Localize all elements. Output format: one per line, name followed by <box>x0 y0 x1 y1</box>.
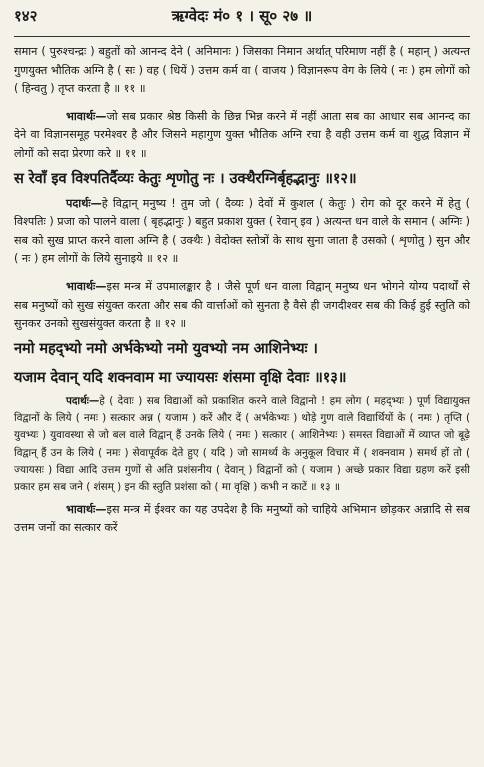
bhavartha-label: भावार्थः— <box>66 279 107 293</box>
bhavartha-label: भावार्थः— <box>66 109 107 123</box>
word-meaning-continued: समान ( पुरुश्चन्द्रः ) बहुतों को आनन्द देने ( अनिमानः ) जिसका निमान अर्थात् परिमाण नहीं है ( महान् ) अत्यन्त गुणयुक्त भौतिक अग्नि है ( सः ) वह ( धियें ) उत्तम कर्म वा ( वाजय ) विज्ञानरूप वेग के लिये ( नः ) हम लोगों को ( हिन्वतु ) तृप्त करता है ॥ ११ ॥ <box>14 45 470 96</box>
bhavartha-11 <box>14 108 470 164</box>
padartha-label: पदार्थः— <box>66 394 100 407</box>
padartha-text: हे विद्वान् मनुष्य ! तुम जो ( दैव्यः ) देवों में कुशल ( केतुः ) रोग को दूर करने में हेतु ( विश्पतिः ) प्रजा को पालने वाला ( बृहद्भानुः ) बहुत प्रकाश युक्त ( रेवान् इव ) अत्यन्त धन वाले के समान ( अग्निः ) सब को सुख प्राप्त करने वाला अग्नि है ( उक्थैः ) वेदोक्त स्तोत्रों के साथ सुना जाता है उसको ( शृणोतु ) सुन और ( नः ) हम लोगों के लिये सुनाइये ॥ १२ ॥ <box>14 196 470 266</box>
page-number: १४२ <box>14 7 38 25</box>
mantra-13-line-2: यजाम देवान् यदि शक्नवाम मा ज्यायसः शंसमा वृक्षि देवाः ॥१३॥ <box>14 368 347 386</box>
bhavartha-13 <box>14 501 470 538</box>
bhavartha-12 <box>14 278 470 334</box>
padartha-label: पदार्थः— <box>66 196 102 210</box>
mantra-12: स रेवाँ इव विश्पतिर्दैव्यः केतुः शृणोतु नः । उक्थैरग्निर्बृहद्भानुः ॥१२॥ <box>14 169 357 187</box>
padartha-text: हे ( देवाः ) सब विद्याओं को प्रकाशित करने वाले विद्वानो ! हम लोग ( महद्भ्यः ) पूर्ण विद्यायुक्त विद्वानों के लिये ( नमः ) सत्कार अन्न ( यजाम ) करें और दें ( अर्भकेभ्यः ) थोड़े गुण वाले विद्यार्थियों के ( नमः ) तृप्ति ( युवभ्यः ) युवावस्था से जो बल वाले विद्वान् हैं उनके लिये ( नमः ) सत्कार ( आशिनेभ्यः ) समस्त विद्याओं में व्याप्त जो बूढ़े विद्वान् हैं उन के लिये ( नमः ) सेवापूर्वक देते हुए ( यदि ) जो सामर्थ्य के अनुकूल विचार में ( शक्नवाम ) समर्थ हों तो ( ज्यायसः ) विद्या आदि उत्तम गुणों से अति प्रशंसनीय ( देवान् ) विद्वानों को ( यजाम ) अच्छे प्रकार विद्या ग्रहण करें इसी प्रकार हम सब जने ( शंसम् ) इन की स्तुति प्रशंसा को ( मा वृक्षि ) कभी न काटें ॥ १३ ॥ <box>14 394 470 494</box>
padartha-13 <box>14 393 470 497</box>
page-header <box>14 6 470 37</box>
bhavartha-text: इस मन्त्र में उपमालङ्कार है । जैसे पूर्ण धन वाला विद्वान् मनुष्य धन भोगने योग्य पदार्थों से सब मनुष्यों को सुख संयुक्त करता और सब की वार्त्ताओं को सुनता है वैसे ही जगदीश्वर सब की किई हुई स्तुति को सुनकर उनको सुखसंयुक्त करता है ॥ १२ ॥ <box>14 279 470 331</box>
mantra-13-line-1: नमो महद्भ्यो नमो अर्भकेभ्यो नमो युवभ्यो नम आशिनेभ्यः । <box>14 339 318 357</box>
bhavartha-label: भावार्थः— <box>66 502 107 516</box>
running-title: ऋग्वेदः मं० १ । सू० २७ ॥ <box>171 7 313 25</box>
bhavartha-text: इस मन्त्र में ईश्वर का यह उपदेश है कि मनुष्यों को चाहिये अभिमान छोड़कर अन्नादि से सब उत्तम जनों का सत्कार करें <box>14 502 470 535</box>
padartha-12 <box>14 195 470 269</box>
bhavartha-text: जो सब प्रकार श्रेष्ठ किसी के छिन्न भिन्न करने में नहीं आता सब का आधार सब आनन्द का देने वा विज्ञानसमूह परमेश्वर है और जिसने महागुण युक्त भौतिक अग्नि रचा है वही उत्तम कर्म वा शुद्ध विज्ञान में लोगों को सदा प्रेरणा करे ॥ ११ ॥ <box>14 109 470 160</box>
